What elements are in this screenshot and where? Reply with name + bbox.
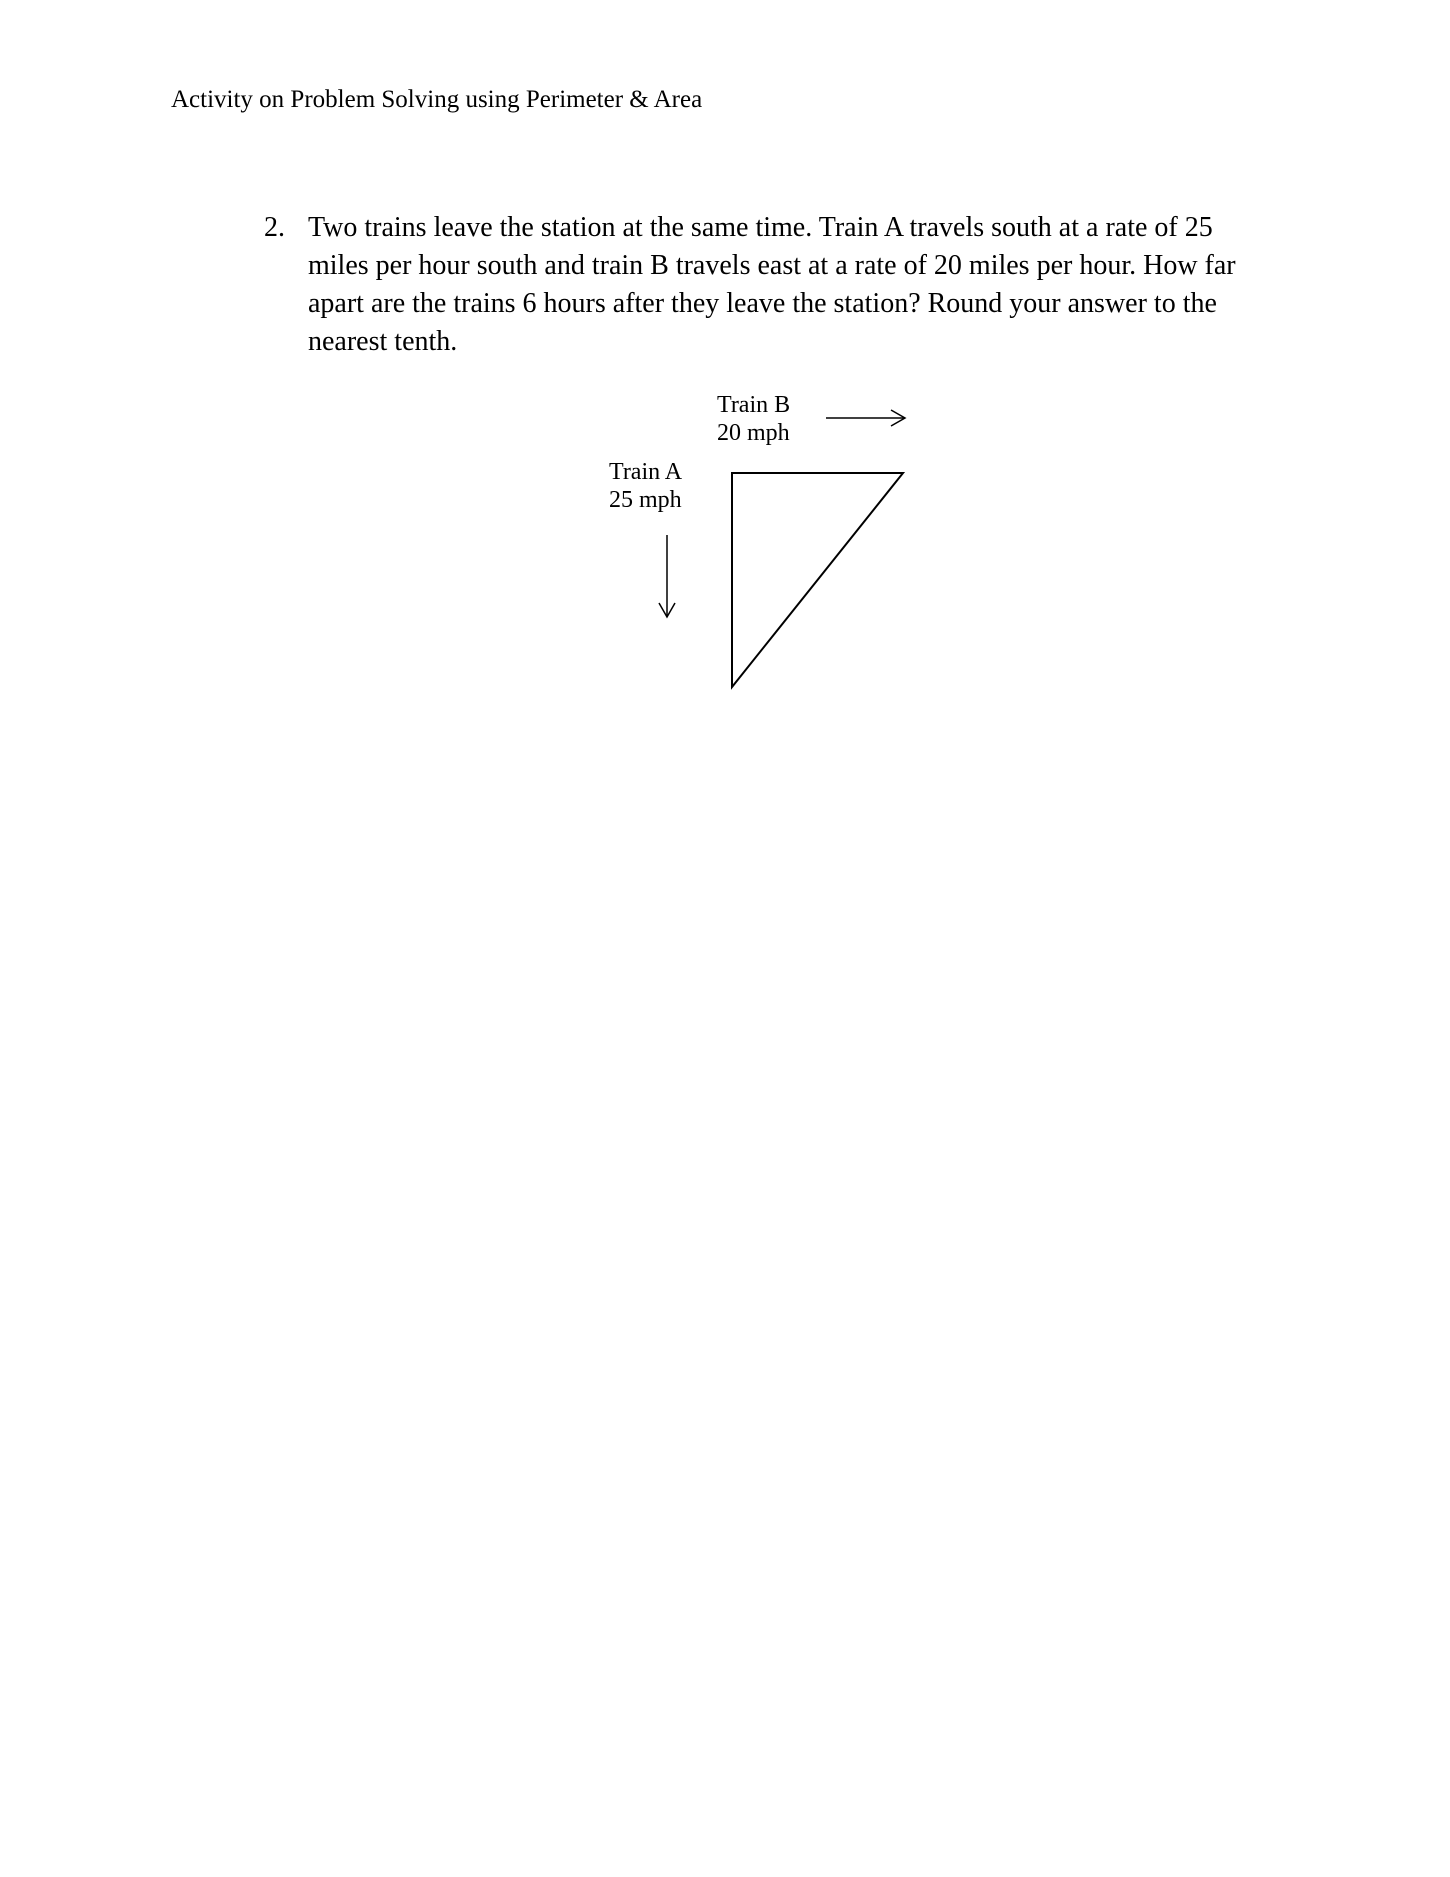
right-triangle — [732, 473, 903, 687]
page-header-title: Activity on Problem Solving using Perimeter & Area — [171, 86, 703, 113]
train-b-speed: 20 mph — [717, 420, 790, 446]
problem-line: miles per hour south and train B travels east at a rate of 20 miles per hour. How far — [308, 250, 1236, 281]
train-b-label — [717, 391, 790, 447]
problem-number: 2. — [264, 212, 285, 243]
problem-2 — [264, 209, 1264, 361]
train-a-label — [609, 458, 682, 514]
train-a-name: Train A — [609, 459, 683, 485]
east-arrow-icon — [826, 410, 905, 426]
problem-text — [308, 209, 1264, 361]
problem-line: Two trains leave the station at the same time. Train A travels south at a rate of 25 — [308, 212, 1213, 243]
train-b-name: Train B — [717, 392, 791, 418]
problem-line: apart are the trains 6 hours after they leave the station? Round your answer to the — [308, 288, 1217, 319]
south-arrow-icon — [659, 535, 675, 617]
problem-line: nearest tenth. — [308, 326, 458, 357]
train-a-speed: 25 mph — [609, 487, 682, 513]
